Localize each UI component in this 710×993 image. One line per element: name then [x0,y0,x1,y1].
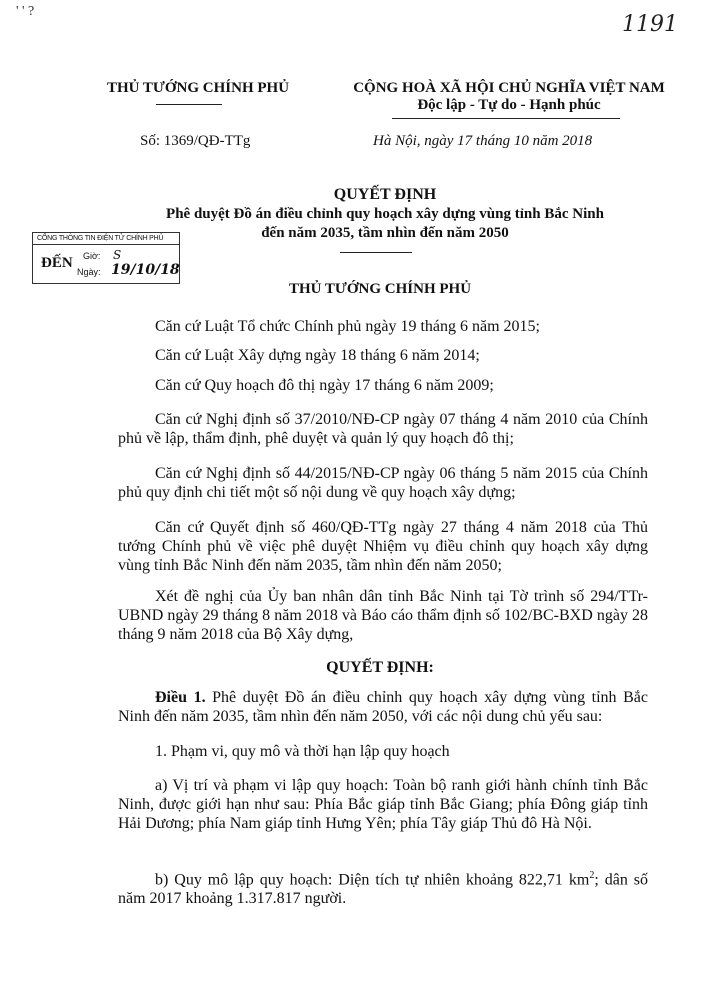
title-underline [340,252,412,253]
motto: Độc lập - Tự do - Hạnh phúc [417,97,601,113]
stamp-header: CỔNG THÔNG TIN ĐIỆN TỬ CHÍNH PHỦ [33,233,179,245]
basis-5: Căn cứ Nghị định số 44/2015/NĐ-CP ngày 06 tháng 5 năm 2015 của Chính phủ quy định chi tiết một số nội dung về quy hoạch xây dựng; [118,465,648,501]
stamp-ngay-label: Ngày: [77,267,101,277]
issuer-heading: THỦ TƯỚNG CHÍNH PHỦ [106,80,290,96]
article-1 [118,688,648,726]
stamp-gio-value: S [113,248,122,262]
basis-1: Căn cứ Luật Tổ chức Chính phủ ngày 19 tháng 6 năm 2015; [155,318,540,335]
article-1-text: Phê duyệt Đồ án điều chỉnh quy hoạch xây dựng vùng tỉnh Bắc Ninh đến năm 2035, tầm nhìn đến năm 2050, với các nội dung chủ yếu sau: [118,689,649,725]
basis-2: Căn cứ Luật Xây dựng ngày 18 tháng 6 năm 2014; [155,347,480,364]
country-heading: CỘNG HOÀ XÃ HỘI CHỦ NGHĨA VIỆT NAM [353,80,665,96]
article-1-label: Điều 1. [155,689,206,706]
document-number: Số: 1369/QĐ-TTg [140,133,251,149]
basis-6: Căn cứ Quyết định số 460/QĐ-TTg ngày 27 tháng 4 năm 2018 của Thủ tướng Chính phủ về việc phê duyệt Nhiệm vụ điều chỉnh quy hoạch xây dựng vùng tỉnh Bắc Ninh đến năm 2035, tầm nhìn đến năm 2050; [118,519,648,574]
stamp-den: ĐẾN [41,255,73,271]
authority-heading: THỦ TƯỚNG CHÍNH PHỦ [288,281,472,297]
place-date: Hà Nội, ngày 17 tháng 10 năm 2018 [373,133,593,149]
basis-3: Căn cứ Quy hoạch đô thị ngày 17 tháng 6 năm 2009; [155,377,494,394]
item-b-sup: 2 [589,870,595,881]
motto-underline [392,118,620,119]
handwritten-note: 1191 [622,12,678,37]
received-stamp [32,232,180,284]
item-a: a) Vị trí và phạm vi lập quy hoạch: Toàn bộ ranh giới hành chính tỉnh Bắc Ninh, được giới hạn như sau: Phía Bắc giáp tỉnh Bắc Giang; phía Đông giáp tỉnh Hải Dương; phía Nam giáp tỉnh Hưng Yên; phía Tây giáp Thủ đô Hà Nội. [118,777,648,832]
basis-4: Căn cứ Nghị định số 37/2010/NĐ-CP ngày 07 tháng 4 năm 2010 của Chính phủ về lập, thẩm định, phê duyệt và quản lý quy hoạch đô thị; [118,411,648,447]
item-b [118,866,648,908]
item-b-after: ; dân số năm 2017 khoảng 1.317.817 người. [118,871,648,908]
stamp-ngay-value: 19/10/18 [111,262,180,278]
issuer-underline [156,104,222,105]
document-type: QUYẾT ĐỊNH [333,186,437,203]
stamp-gio-label: Giờ: [83,251,101,261]
title-line-2: đến năm 2035, tầm nhìn đến năm 2050 [261,225,509,241]
title-line-1: Phê duyệt Đồ án điều chỉnh quy hoạch xây dựng vùng tỉnh Bắc Ninh [166,206,604,222]
corner-mark: ' ' ? [16,4,35,19]
decision-heading: QUYẾT ĐỊNH: [326,659,434,676]
basis-7: Xét đề nghị của Ủy ban nhân dân tỉnh Bắc Ninh tại Tờ trình số 294/TTr-UBND ngày 29 tháng 8 năm 2018 và Báo cáo thẩm định số 102/BC-BXD ngày 28 tháng 9 năm 2018 của Bộ Xây dựng, [118,588,648,643]
section-1-heading: 1. Phạm vi, quy mô và thời hạn lập quy hoạch [155,743,450,760]
item-b-before: b) Quy mô lập quy hoạch: Diện tích tự nhiên khoảng 822,71 km [155,871,590,889]
